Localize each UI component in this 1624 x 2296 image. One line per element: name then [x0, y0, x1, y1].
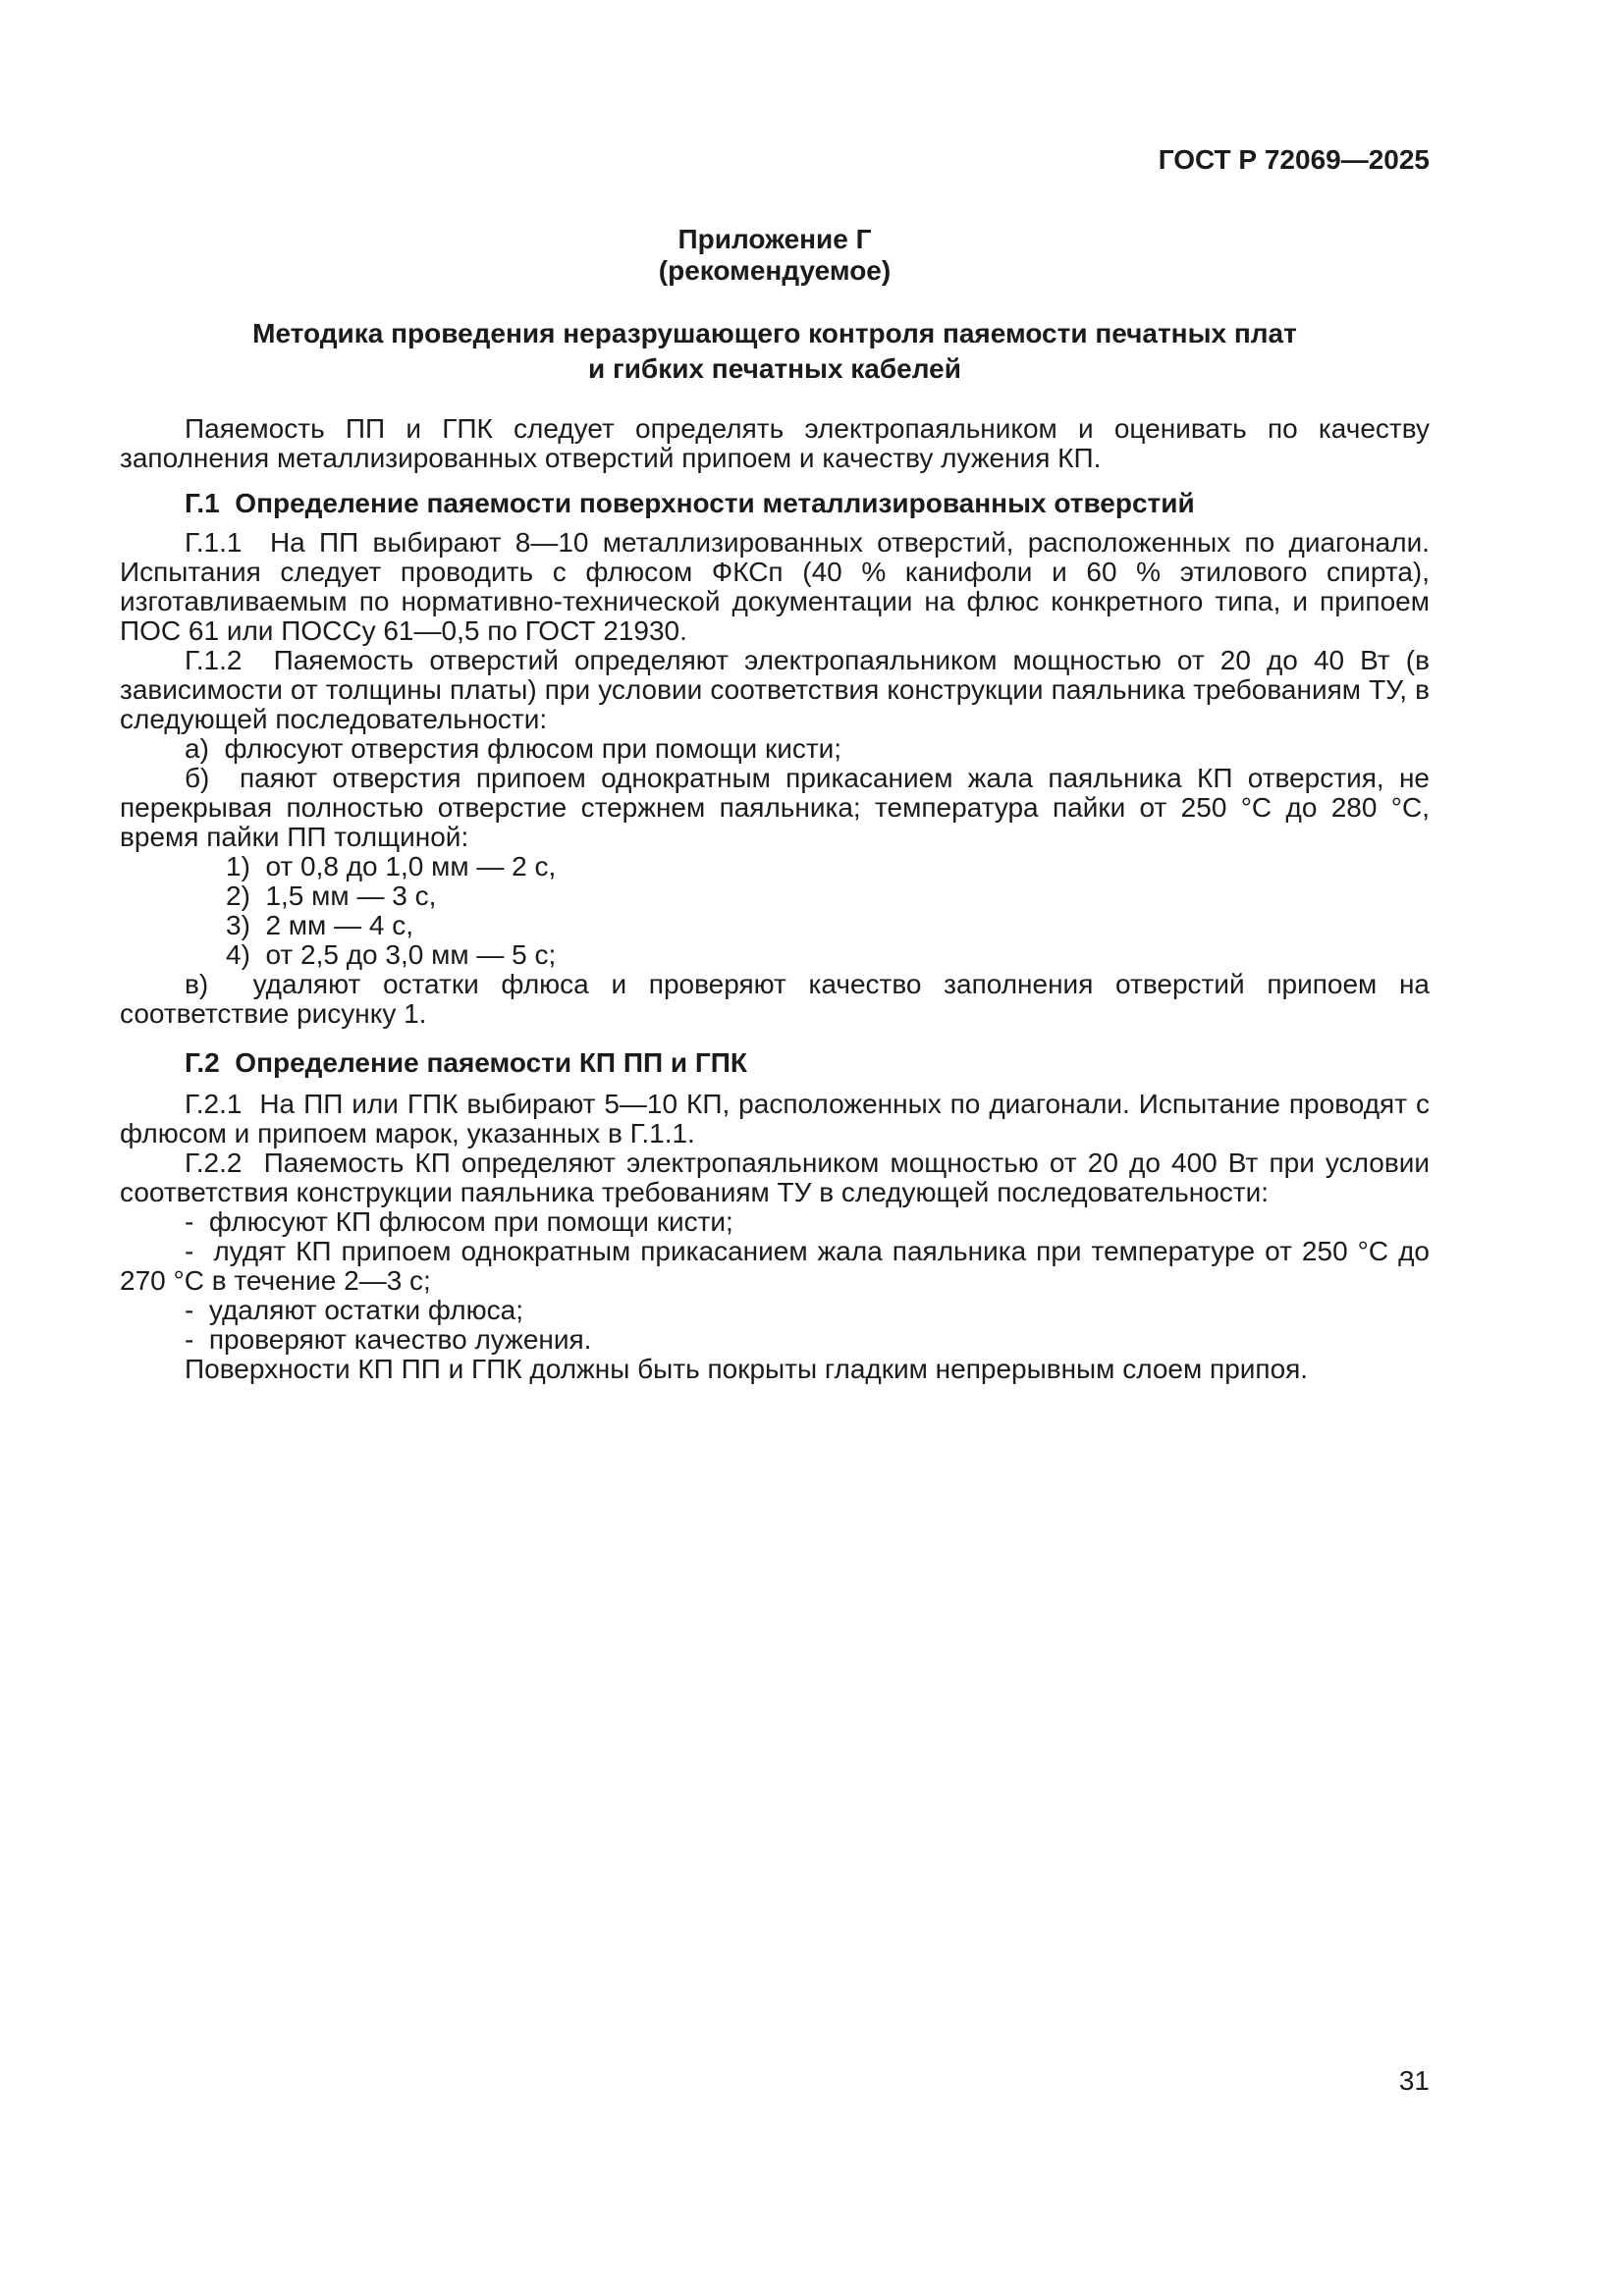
appendix-title-line-1: Методика проведения неразрушающего контроля паяемости печатных плат: [252, 318, 1297, 348]
paragraph-g1-1: Г.1.1 На ПП выбирают 8—10 металлизированных отверстий, расположенных по диагонали. Испытания следует проводить с флюсом ФКСп (40 % канифоли и 60 % этилового спирта), изготавливаемым по нормативно-технической документации на флюс конкретного типа, и припоем ПОС 61 или ПОССу 61—0,5 по ГОСТ 21930.: [120, 527, 1437, 646]
document-content: [120, 144, 1437, 1384]
dash-list-item-3: - удаляют остатки флюса;: [185, 1295, 523, 1325]
document-code-header: ГОСТ Р 72069—2025: [1158, 144, 1430, 175]
appendix-title-line-2: и гибких печатных кабелей: [588, 353, 961, 384]
appendix-heading: [120, 224, 1430, 287]
sub-list-item-1: 1) от 0,8 до 1,0 мм — 2 с,: [226, 851, 557, 881]
section-g1-heading: Г.1 Определение паяемости поверхности металлизированных отверстий: [185, 488, 1195, 518]
dash-list-item-2: - лудят КП припоем однократным прикасанием жала паяльника при температуре от 250 °С до 270 °С в течение 2—3 с;: [120, 1236, 1437, 1296]
dash-list-item-4: - проверяют качество лужения.: [185, 1324, 592, 1355]
list-item-a: а) флюсуют отверстия флюсом при помощи кисти;: [185, 733, 842, 764]
intro-paragraph: Паяемость ПП и ГПК следует определять электропаяльником и оценивать по качеству заполнения металлизированных отверстий припоем и качеству лужения КП.: [120, 413, 1437, 473]
appendix-label: Приложение Г: [677, 224, 872, 254]
sub-list-item-2: 2) 1,5 мм — 3 с,: [226, 881, 437, 911]
sub-list-item-3: 3) 2 мм — 4 с,: [226, 910, 413, 940]
dash-list-item-1: - флюсуют КП флюсом при помощи кисти;: [185, 1206, 733, 1237]
appendix-kind: (рекомендуемое): [658, 255, 892, 286]
section-g2-heading: Г.2 Определение паяемости КП ПП и ГПК: [185, 1047, 747, 1078]
paragraph-g2-1: Г.2.1 На ПП или ГПК выбирают 5—10 КП, расположенных по диагонали. Испытание проводят с флюсом и припоем марок, указанных в Г.1.1.: [120, 1089, 1437, 1148]
paragraph-g2-2: Г.2.2 Паяемость КП определяют электропаяльником мощностью от 20 до 400 Вт при условии соответствия конструкции паяльника требованиям ТУ в следующей последовательности:: [120, 1148, 1437, 1207]
list-item-v: в) удаляют остатки флюса и проверяют качество заполнения отверстий припоем на соответствие рисунку 1.: [120, 969, 1437, 1029]
paragraph-g1-2: Г.1.2 Паяемость отверстий определяют электропаяльником мощностью от 20 до 40 Вт (в зависимости от толщины платы) при условии соответствия конструкции паяльника требованиям ТУ, в следующей последовательности:: [120, 645, 1437, 734]
closing-paragraph: Поверхности КП ПП и ГПК должны быть покрыты гладким непрерывным слоем припоя.: [185, 1354, 1309, 1384]
list-item-b: б) паяют отверстия припоем однократным прикасанием жала паяльника КП отверстия, не перекрывая полностью отверстие стержнем паяльника; температура пайки от 250 °С до 280 °С, время пайки ПП толщиной:: [120, 763, 1437, 852]
appendix-title: [120, 316, 1430, 387]
page-number: 31: [1398, 2065, 1430, 2096]
sub-list-item-4: 4) от 2,5 до 3,0 мм — 5 с;: [226, 939, 557, 970]
